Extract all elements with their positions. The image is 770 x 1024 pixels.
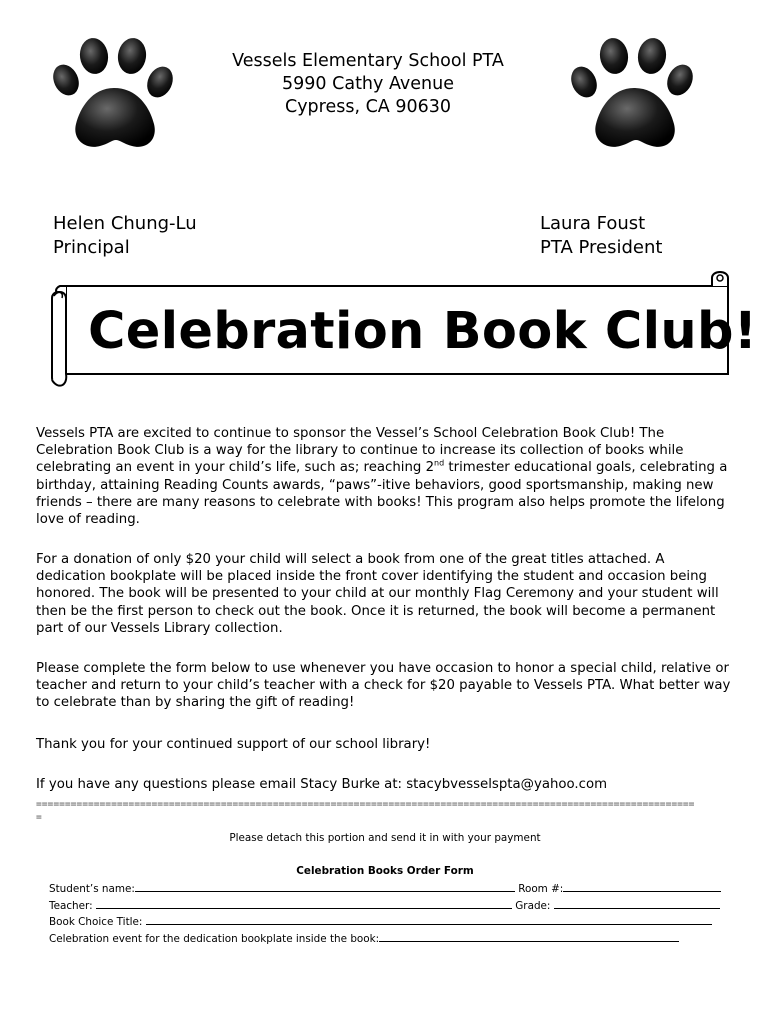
principal-name: Helen Chung-Lu: [53, 213, 197, 234]
pta-president-block: [540, 212, 662, 260]
room-field[interactable]: [563, 880, 721, 892]
detach-divider-line: ==================================================================================================================: [36, 799, 695, 810]
room-label: Room #:: [518, 883, 564, 895]
celebration-event-label: Celebration event for the dedication bookplate inside the book:: [49, 933, 380, 945]
principal-title: Principal: [53, 237, 130, 258]
teacher-label: Teacher:: [49, 900, 93, 912]
school-city: Cypress, CA 90630: [284, 97, 452, 117]
book-choice-field[interactable]: [146, 913, 712, 925]
principal-block: [53, 212, 197, 260]
president-title: PTA President: [540, 237, 663, 258]
school-name: Vessels Elementary School PTA: [232, 51, 504, 71]
instructions-paragraph: Please complete the form below to use whenever you have occasion to honor a special child, relative or teacher and return to your child’s teacher with a check for $20 payable to Vessels PTA. What better way to celebrate than by sharing the gift of reading!: [36, 661, 731, 711]
intro-paragraph: [36, 425, 736, 528]
banner-title: Celebration Book Club!: [88, 302, 758, 361]
intro-text-part1: Vessels PTA are excited to continue to sponsor the Vessel’s School Celebration Book Club! The Celebration Book Club is a way for the library to continue to increase its collection of books while celebrating an event in your child’s life, such as; reaching 2: [36, 426, 684, 476]
student-name-label: Student’s name:: [49, 883, 135, 895]
paw-print-icon: [570, 36, 698, 154]
celebration-event-row: [49, 930, 679, 946]
student-row: [49, 880, 721, 896]
school-header: [160, 50, 576, 119]
intro-text-part2: trimester educational goals, celebrating a birthday, attaining Reading Counts awards, “paws”-itive behaviors, good sportsmanship, making new friends – there are many reasons to celebrate with books! This program also helps promote the lifelong love of reading.: [36, 460, 728, 528]
ordinal-superscript: nd: [434, 458, 445, 468]
teacher-field[interactable]: [96, 897, 512, 909]
grade-label: Grade:: [515, 900, 551, 912]
book-choice-row: [49, 913, 712, 929]
donation-paragraph: For a donation of only $20 your child will select a book from one of the great titles attached. A dedication bookplate will be placed inside the front cover identifying the student and occasion being honored. The book will be presented to your child at our monthly Flag Ceremony and your student will then be the first person to check out the book. Once it is returned, the book will become a permanent part of our Vessels Library collection.: [36, 552, 719, 636]
book-choice-label: Book Choice Title:: [49, 916, 143, 928]
celebration-event-field[interactable]: [379, 930, 679, 942]
contact-paragraph: If you have any questions please email Stacy Burke at: stacybvesselspta@yahoo.com: [36, 777, 608, 792]
teacher-row: [49, 897, 720, 913]
student-name-field[interactable]: [135, 880, 515, 892]
title-scroll-banner: [48, 268, 758, 390]
order-form-title: Celebration Books Order Form: [296, 865, 474, 877]
detach-divider-tail: =: [36, 812, 42, 823]
grade-field[interactable]: [554, 897, 720, 909]
school-street: 5990 Cathy Avenue: [282, 74, 454, 94]
thank-you-paragraph: Thank you for your continued support of our school library!: [36, 737, 431, 752]
president-name: Laura Foust: [540, 213, 646, 234]
detach-note: Please detach this portion and send it in with your payment: [229, 832, 541, 844]
